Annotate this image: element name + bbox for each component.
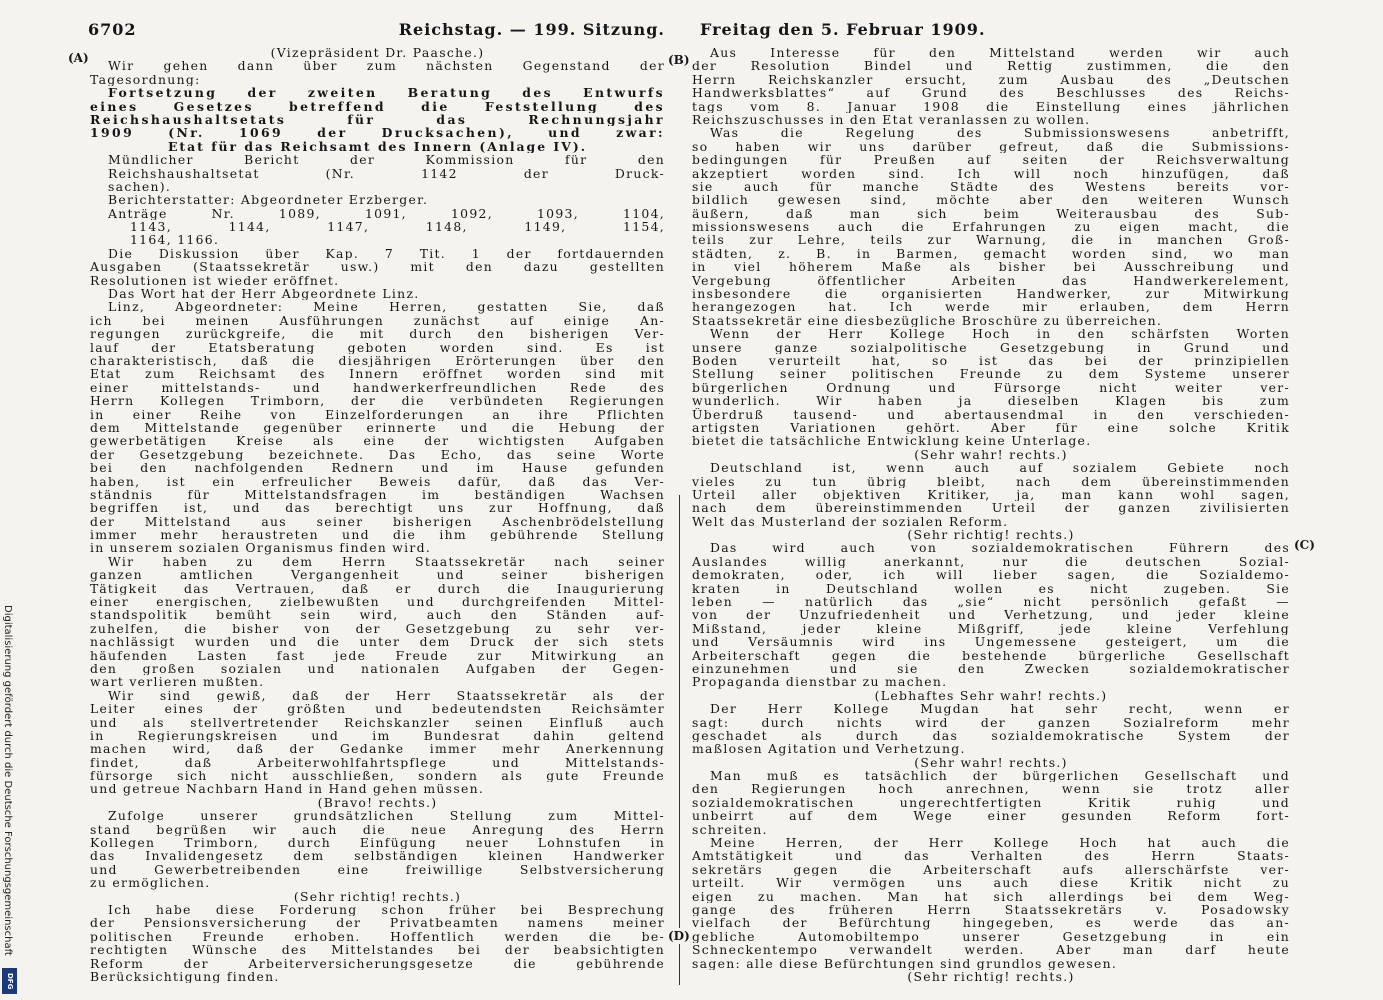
text-line: Welt das Musterland der sozialen Reform. (692, 514, 1009, 529)
text-line: wunderlich. Wir haben ja dieselben Klagen bis zum (692, 394, 1290, 408)
text-line: Propaganda dienstbar zu machen. (692, 675, 948, 689)
text-line: Reichshaushaltsetat (Nr. 1142 der Druck- (108, 166, 665, 180)
paragraph-block (692, 327, 1290, 448)
remark-block (692, 448, 1290, 461)
text-line: (Sehr richtig! rechts.) (293, 889, 462, 903)
text-line: (Bravo! rechts.) (317, 795, 438, 810)
text-line: der Gesetzgebung bezeichnete. Das Echo, das seine Worte (90, 447, 665, 462)
text-line: Fortsetzung der zweiten Beratung des Entwurfs (108, 86, 665, 100)
text-line: Anträge Nr. 1089, 1091, 1092, 1093, 1104, (108, 206, 665, 221)
page-title: Reichstag. — 199. Sitzung. (398, 20, 665, 39)
text-line: Ich habe diese Forderung schon früher bei Besprechung (108, 903, 665, 917)
text-line: regungen zurückgreife, die mit durch den bisherigen Ver- (90, 327, 665, 341)
text-line: urteilt. Wir vermögen uns auch diese Kritik nicht zu (692, 876, 1290, 890)
text-line: charakteristisch, daß die diesjährigen Erörterungen über den (90, 353, 665, 368)
text-line: in unserem sozialen Organismus finden wird. (90, 541, 432, 555)
text-line: bei den nachfolgenden Rednern und im Hause gefunden (90, 461, 665, 475)
text-line: Wir sind gewiß, daß der Herr Staatssekretär als der (108, 688, 665, 703)
paragraph-block (90, 555, 665, 689)
text-line: der Resolution Bindel und Rettig zustimmen, die den (692, 59, 1290, 73)
page-number: 6702 (88, 20, 137, 39)
text-line: Amtstätigkeit und das Verhalten des Herrn Staats- (692, 849, 1290, 863)
text-line: der Pensionsversicherung der Privatbeamten namens meiner (90, 916, 665, 930)
text-line: rechtigten Wünsche des Mittelstandes bei der beabsichtigten (90, 943, 665, 957)
text-line: wart verlieren mußten. (90, 675, 265, 689)
text-line: findet, daß Arbeiterwohlfahrtspflege und Mittelstands- (90, 755, 665, 770)
text-line: Berücksichtigung finden. (90, 969, 280, 984)
text-line: eigen zu machen. Man hat sich allerdings bei dem Weg- (692, 889, 1290, 903)
text-line: ich bei meinen Ausführungen zunächst auf einige An- (90, 313, 665, 328)
text-line: Zufolge unserer grundsätzlichen Stellung zum Mittel- (108, 809, 665, 823)
text-line: Die Diskussion über Kap. 7 Tit. 1 der fortdauernden (108, 246, 665, 261)
remark-block (90, 890, 665, 903)
text-line: (Sehr wahr! rechts.) (914, 755, 1068, 770)
paragraph-block (692, 702, 1290, 756)
text-line: Das Wort hat der Herr Abgeordnete Linz. (108, 287, 420, 301)
column-divider (679, 495, 680, 985)
text-line: insbesondere die organisierten Handwerker, zur Mitwirkung (692, 287, 1290, 301)
text-line: Tagesordnung: (90, 72, 201, 87)
text-line: nachlässigt wurden und die unter dem Druck der sich stets (90, 635, 665, 649)
text-line: Herrn Kollegen Trimborn, der die verbündeten Regierungen (90, 394, 665, 408)
text-line: Was die Regelung des Submissionswesens anbetrifft, (710, 126, 1290, 140)
text-line: so haben wir uns darüber gefreut, daß die Submissions- (692, 139, 1290, 154)
text-line: vielfach der Befürchtung hingegeben, es werde das an- (692, 916, 1290, 930)
text-line: sozialdemokratischen ungerechtfertigten Kritik ruhig und (692, 795, 1290, 810)
margin-marker-c: (C) (1294, 538, 1315, 552)
paragraph-block (692, 46, 1290, 126)
remark-block (692, 528, 1290, 541)
text-line: gewerbetätigen Kreise als eine der wichtigsten Aufgaben (90, 434, 665, 448)
text-line: in Regierungskreisen und im Bundesrat dahin geltend (90, 728, 665, 743)
text-line: Herrn Reichskanzler ersucht, zum Ausbau des „Deutschen (692, 72, 1290, 87)
text-line: Meine Herren, der Herr Kollege Hoch hat auch die (710, 836, 1290, 850)
text-line: zu ermöglichen. (90, 876, 211, 890)
paragraph-block (90, 809, 665, 889)
text-line: Berichterstatter: Abgeordneter Erzberger. (108, 193, 429, 207)
text-line: geschadet als durch das sozialdemokratische System der (692, 728, 1290, 743)
text-line: einer mittelstands- und handwerkerfreundlichen Rede des (90, 380, 665, 395)
paragraph-block (90, 903, 665, 983)
paragraph-block (692, 769, 1290, 836)
text-line: Aus Interesse für den Mittelstand werden wir auch (710, 46, 1290, 60)
text-line: zuhelfen, die bisher von der Gesetzgebung zu sehr ver- (90, 621, 665, 636)
text-line: bildlich gewesen sind, möchte aber den weiteren Wunsch (692, 193, 1290, 207)
text-line: und als stellvertretender Reichskanzler seinen Einfluß auch (90, 715, 665, 729)
paragraph-block (692, 836, 1290, 970)
text-line: Wir haben zu dem Herrn Staatssekretär nach seiner (108, 554, 665, 569)
text-line: herangezogen hat. Ich werde mir erlauben, dem Herrn (692, 300, 1290, 314)
text-line: Etat zum Reichsamt des Innern eröffnet worden sind mit (90, 367, 665, 381)
text-line: bürgerlichen Ordnung und Fürsorge nicht weiter ver- (692, 380, 1290, 395)
text-line: dem Mittelstande gegenüber erinnerte und die Hebung der (90, 420, 665, 435)
text-line: und getreue Nachbarn Hand in Hand gehen müssen. (90, 782, 485, 796)
text-line: von der Unzufriedenheit und Verhetzung, und jeder kleine (692, 608, 1290, 622)
text-line: immer mehr heraustreten und die ihm gebührende Stellung (90, 528, 665, 542)
text-line: (Vizepräsident Dr. Paasche.) (270, 46, 485, 60)
margin-marker-b: (B) (668, 53, 690, 67)
text-line: gange des früheren Herrn Staatssekretärs v. Posadowsky (692, 903, 1290, 917)
text-line: unsere ganze sozialpolitische Gesetzgebung in Grund und (692, 340, 1290, 354)
paragraph-block (90, 300, 665, 554)
remark-block (90, 796, 665, 809)
text-line: sachen). (108, 179, 172, 194)
text-line: 1164, 1166. (130, 233, 220, 247)
text-line: Staatssekretär eine diesbezügliche Broschüre zu überreichen. (692, 313, 1163, 328)
text-line: Urteil aller objektiven Kritiker, ja, man kann wohl sagen, (692, 487, 1290, 502)
paragraph-block (90, 247, 665, 287)
text-line: Reichshaushaltsetats für das Rechnungsjahr (90, 112, 665, 127)
text-line: unbeirrt auf dem Wege einer gesunden Reform fort- (692, 809, 1290, 823)
text-line: Reform der Arbeiterversicherungsgesetze die gebührende (90, 956, 665, 970)
remark-block (692, 756, 1290, 769)
paragraph-block (90, 689, 665, 796)
text-line: eines Gesetzes betreffend die Feststellung des (90, 99, 665, 113)
text-line: gebliche Automobiltempo unserer Gesetzgebung in ein (692, 929, 1290, 944)
text-line: städten, z. B. in Barmen, gemacht worden sind, wo man (692, 246, 1290, 261)
heading-block (90, 86, 665, 140)
paragraph-block (90, 59, 665, 86)
text-line: Schneckentempo verwandelt werden. Aber man darf heute (692, 943, 1290, 957)
text-line: Wir gehen dann über zum nächsten Gegenstand der (108, 59, 665, 73)
text-line: bietet die tatsächliche Entwicklung keine Unterlage. (692, 434, 1092, 448)
session-date: Freitag den 5. Februar 1909. (700, 20, 986, 39)
remark-block (90, 46, 665, 59)
text-line: den großen sozialen und nationalen Aufgaben der Gegen- (90, 661, 665, 676)
text-line: standspolitik bemüht sein wird, auch den Ständen auf- (90, 608, 665, 622)
text-line: Der Herr Kollege Mugdan hat sehr recht, wenn er (710, 702, 1290, 716)
text-line: der Mittelstand aus seiner bisherigen Aschenbrödelstellung (90, 514, 665, 529)
text-line: Man muß es tatsächlich der bürgerlichen Gesellschaft und (710, 769, 1290, 783)
margin-marker-a: (A) (68, 51, 89, 65)
text-line: politischen Freunde erhoben. Hoffentlich werden die be- (90, 929, 665, 944)
text-line: haben, ist ein erfreulicher Beweis dafür, daß das Ver- (90, 474, 665, 488)
text-line: machen wird, daß der Gedanke immer mehr Anerkennung (90, 742, 665, 756)
agenda-block (90, 193, 665, 206)
text-line: Wenn der Herr Kollege Hoch in den schärfsten Worten (710, 327, 1290, 341)
text-line: Vergebung öffentlicher Arbeiten das Handwerkerelement, (692, 273, 1290, 288)
digitization-credit: Digitalisierung gefördert durch die Deutsche Forschungsgemeinschaft (2, 605, 13, 956)
agenda-block (90, 153, 665, 193)
text-line: und Gewerbetreibenden eine freiwillige Selbstversicherung (90, 862, 665, 877)
text-line: Handwerksblattes“ auf Grund des Beschlusses des Reichs- (692, 86, 1290, 100)
subheading-block (90, 140, 665, 153)
text-line: (Sehr richtig! rechts.) (907, 969, 1075, 984)
text-line: teils zur Lehre, teils zur Warnung, die in manchen Groß- (692, 233, 1290, 247)
text-line: Leiter eines der größten und bedeutendsten Reichsämter (90, 702, 665, 716)
motions-block (90, 207, 665, 247)
text-line: Tätigkeit das Vertrauen, daß er durch die Inaugurierung (90, 581, 665, 596)
text-line: Etat für das Reichsamt des Innern (Anlage IV). (167, 139, 588, 154)
text-line: Kollegen Trimborn, durch Einfügung neuer Lohnstufen in (90, 836, 665, 850)
text-line: akzeptiert worden sind. Ich will noch hinzufügen, daß (692, 166, 1290, 180)
text-line: maßlosen Agitation und Verhetzung. (692, 742, 966, 756)
text-line: 1143, 1144, 1147, 1148, 1149, 1154, (130, 220, 665, 234)
text-line: tags vom 8. Januar 1908 die Einstellung eines jährlichen (692, 99, 1290, 113)
remark-block (692, 970, 1290, 983)
text-line: begriffen ist, und das berechtigt uns zur Hoffnung, daß (90, 501, 665, 515)
text-line: Deutschland ist, wenn auch auf sozialem Gebiete noch (710, 461, 1290, 475)
text-line: schreiten. (692, 822, 768, 837)
text-line: sagt: durch nichts wird der ganzen Sozialreform mehr (692, 715, 1290, 729)
text-line: lauf der Etatsberatung geboten worden sind. Es ist (90, 340, 665, 354)
text-line: vieles zu tun übrig bleibt, nach dem übereinstimmenden (692, 474, 1290, 488)
text-line: kraten in Deutschland wollen es nicht zugeben. Sie (692, 581, 1290, 596)
text-line: artigsten Variationen gehört. Aber für eine solche Kritik (692, 420, 1290, 435)
right-column (692, 46, 1290, 983)
text-line: Arbeiterschaft gegen die bestehende bürgerliche Gesellschaft (692, 648, 1290, 662)
text-line: Boden verurteilt hat, so ist das bei der prinzipiellen (692, 353, 1290, 368)
text-line: Überdruß tausend- und abertausendmal in den verschieden- (692, 407, 1290, 421)
text-line: (Lebhaftes Sehr wahr! rechts.) (874, 688, 1108, 703)
text-line: stand begrüßen wir auch die neue Anregung des Herrn (90, 822, 665, 837)
text-line: Resolutionen ist wieder eröffnet. (90, 273, 340, 288)
text-line: Stellung seiner politischen Freunde zu dem Systeme unserer (692, 367, 1290, 381)
text-line: sie auch für manche Städte des Westens bereits vor- (692, 179, 1290, 194)
text-line: Ausgaben (Staatssekretär usw.) mit den dazu gestellten (90, 260, 665, 274)
dfg-logo: DFG (2, 968, 17, 994)
text-line: Das wird auch von sozialdemokratischen Führern des (710, 541, 1290, 555)
text-line: häufenden Lasten fast jede Freude zur Mitwirkung an (90, 648, 665, 662)
text-line: und Versäumnis wird ins Ungemessene gesteigert, um die (692, 635, 1290, 649)
text-line: Reichszuschusses in den Etat veranlassen zu wollen. (692, 112, 1091, 127)
text-line: in einer Reihe von Einzelforderungen an ihre Pflichten (90, 407, 665, 421)
text-line: äußern, daß man sich beim Weiterausbau des Sub- (692, 206, 1290, 221)
text-line: einer energischen, zielbewußten und durchgreifenden Mittel- (90, 595, 665, 609)
text-line: demokraten, oder, ich will lieber sagen, die Sozialdemo- (692, 568, 1290, 582)
margin-marker-d: (D) (668, 929, 690, 943)
paragraph-block (90, 287, 665, 300)
text-line: sagen: alle diese Befürchtungen sind grundlos gewesen. (692, 956, 1118, 970)
text-line: ständnis für Mittelstandsfragen im beständigen Wachsen (90, 487, 665, 502)
text-line: missionswesens auch die Erfahrungen zu eigen macht, die (692, 220, 1290, 234)
text-line: fürsorge sich nicht ausschließen, sondern als gute Freunde (90, 769, 665, 783)
text-line: Linz, Abgeordneter: Meine Herren, gestatten Sie, daß (108, 300, 665, 314)
text-line: Mündlicher Bericht der Kommission für den (108, 153, 665, 167)
text-line: einzunehmen und sie den Zwecken sozialdemokratischer (692, 661, 1290, 676)
text-line: Mißstand, jeder kleine Mißgriff, jede kleine Verfehlung (692, 621, 1290, 636)
text-line: 1909 (Nr. 1069 der Drucksachen), und zwar: (90, 126, 665, 140)
text-line: Auslandes willig anerkannt, nur die deutschen Sozial- (692, 554, 1290, 569)
text-line: nach dem übereinstimmenden Urteil der ganzen zivilisierten (692, 501, 1290, 515)
text-line: das Invalidengesetz dem selbständigen kleinen Handwerker (90, 849, 665, 863)
text-line: (Sehr richtig! rechts.) (907, 528, 1075, 542)
remark-block (692, 689, 1290, 702)
text-line: leben — natürlich das „sie“ nicht persönlich gefaßt — (692, 595, 1290, 609)
text-line: sekretärs gegen die Arbeiterschaft aufs allerschärfste ver- (692, 862, 1290, 877)
text-line: bedingungen für Preußen auf seiten der Reichsverwaltung (692, 153, 1290, 167)
text-line: den Regierungen hoch anrechnen, wenn sie trotz aller (692, 782, 1290, 796)
text-line: (Sehr wahr! rechts.) (914, 447, 1068, 462)
paragraph-block (692, 126, 1290, 327)
left-column (90, 46, 665, 983)
text-line: in viel höherem Maße als bisher bei Ausschreibung und (692, 260, 1290, 274)
paragraph-block (692, 541, 1290, 688)
text-line: ganzen amtlichen Vergangenheit und seiner bisherigen (90, 568, 665, 582)
paragraph-block (692, 461, 1290, 528)
